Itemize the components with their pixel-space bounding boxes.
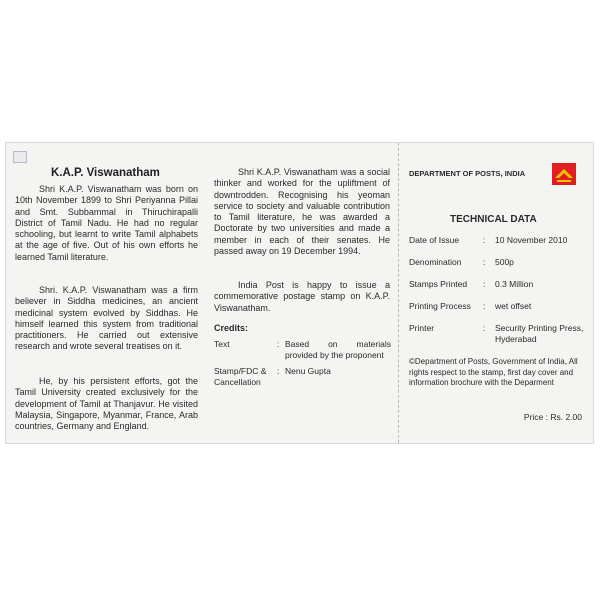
india-post-logo-icon <box>552 163 576 185</box>
technical-label: Stamps Printed <box>409 279 468 289</box>
credits-value: Based on materials provided by the proponent <box>285 339 391 360</box>
page-title: K.A.P. Viswanatham <box>51 167 160 179</box>
copyright-notice: ©Department of Posts, Government of India, All rights respect to the stamp, first day cover and information brochure with the Deparment <box>409 357 578 388</box>
technical-value: 10 November 2010 <box>495 235 568 245</box>
colon-separator: : <box>483 301 486 311</box>
technical-data-heading: TECHNICAL DATA <box>450 214 537 225</box>
colon-separator: : <box>277 366 280 376</box>
price-label: Price : Rs. 2.00 <box>523 412 582 422</box>
colon-separator: : <box>483 323 486 333</box>
brochure-card <box>5 142 594 444</box>
corner-thumbnail-icon <box>13 151 27 163</box>
technical-value: 500p <box>495 257 514 267</box>
biography-paragraph-5: India Post is happy to issue a commemorative postage stamp on K.A.P. Viswanatham. <box>214 280 390 313</box>
credits-heading: Credits: <box>214 323 249 333</box>
credits-label: Text <box>214 339 230 349</box>
technical-label: Date of Issue <box>409 235 460 245</box>
biography-paragraph-4: Shri K.A.P. Viswanatham was a social thinker and worked for the upliftment of downtrodden. Recognising his yeoman service to society and valuable contribution to Tamil literature, he was awarded a Doctorate by two universities and made a member in each of their senates. He passed away on 19 December 1994. <box>214 167 390 257</box>
biography-paragraph-3: He, by his persistent efforts, got the Tamil University created exclusively for the development of Tamil at Thanjavur. He visited Malaysia, Singapore, Myanmar, France, Arab countries, Germany and England. <box>15 376 198 432</box>
credits-value: Nenu Gupta <box>285 366 331 376</box>
biography-paragraph-2: Shri. K.A.P. Viswanatham was a firm believer in Siddha medicines, an ancient medicinal system evolved by Siddhas. He himself learned this system from traditional practitioners. He carried out extensive research and wrote several treatises on it. <box>15 285 198 352</box>
technical-label: Denomination <box>409 257 462 267</box>
biography-paragraph-1: Shri K.A.P. Viswanatham was born on 10th November 1899 to Shri Periyanna Pillai and Smt. Subbammal in Thiruchirapalli District of Tamil Nadu. He had no regular schooling, but learnt to write Tamil alphabets at the age of five. Out of his own efforts he learned Tamil literature. <box>15 184 198 262</box>
colon-separator: : <box>483 235 486 245</box>
technical-value: Security Printing Press, Hyderabad <box>495 323 584 344</box>
colon-separator: : <box>483 257 486 267</box>
technical-value: wet offset <box>495 301 532 311</box>
colon-separator: : <box>277 339 280 349</box>
right-column <box>398 143 596 443</box>
credits-label: Stamp/FDC & Cancellation <box>214 366 267 387</box>
technical-value: 0.3 Million <box>495 279 534 289</box>
colon-separator: : <box>483 279 486 289</box>
department-name: DEPARTMENT OF POSTS, INDIA <box>409 169 526 178</box>
technical-label: Printer <box>409 323 435 333</box>
technical-label: Printing Process <box>409 301 471 311</box>
